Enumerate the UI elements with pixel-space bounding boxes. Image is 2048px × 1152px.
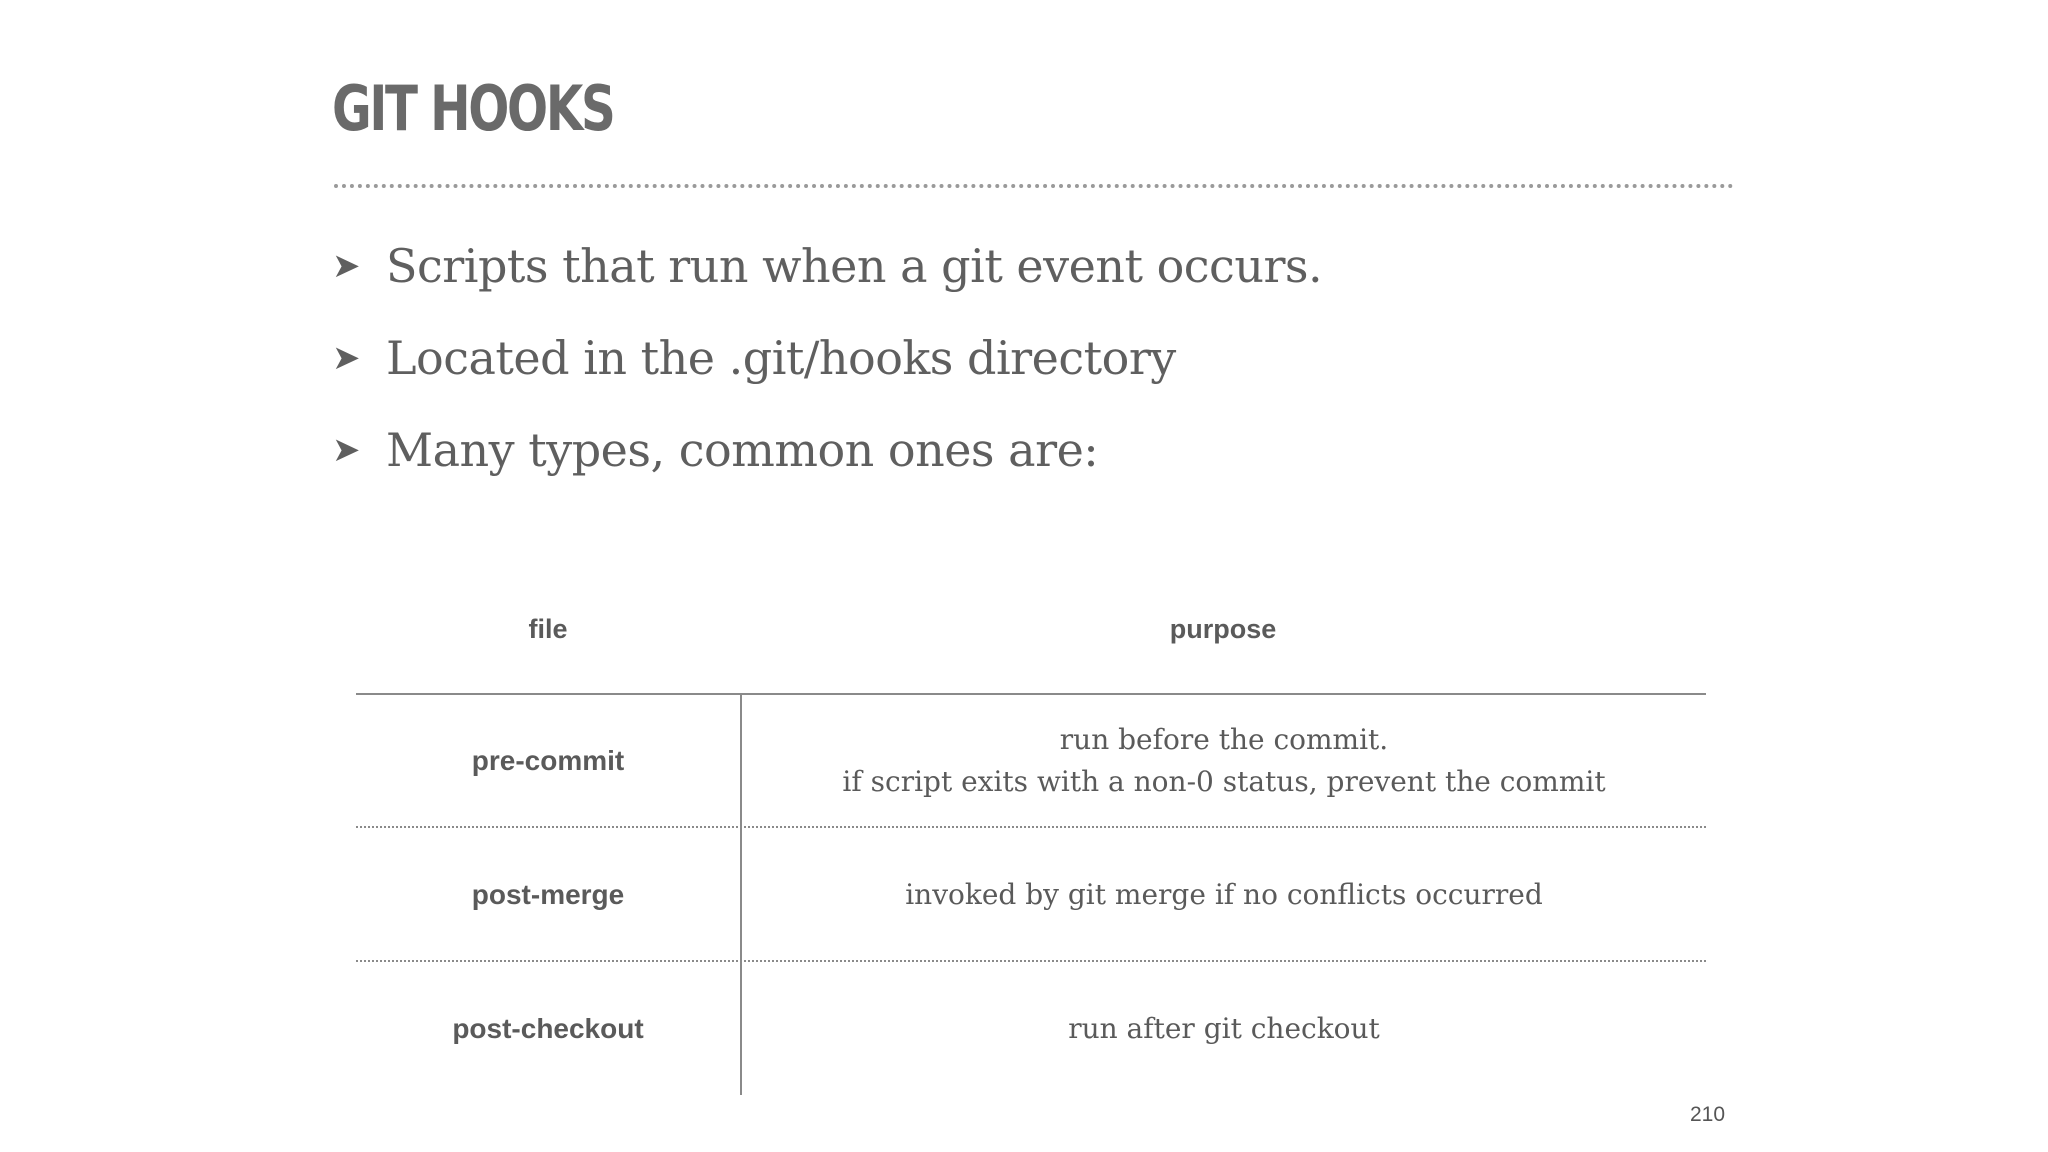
title-divider (334, 184, 1734, 188)
purpose-line: run before the commit. (1059, 723, 1389, 756)
hook-purpose-cell (742, 962, 1706, 1096)
column-header-file: file (528, 614, 568, 644)
hook-file-cell: pre-commit (471, 745, 625, 776)
bullet-text: Located in the .git/hooks directory (386, 331, 1176, 385)
column-header-purpose: purpose (1169, 614, 1277, 644)
bullet-text: Many types, common ones are: (386, 423, 1099, 477)
page-number: 210 (1690, 1103, 1726, 1126)
hook-purpose-cell (742, 694, 1706, 828)
hook-purpose-cell (742, 828, 1706, 962)
purpose-line: if script exits with a non-0 status, prevent the commit (842, 765, 1606, 798)
table-row (356, 828, 1706, 962)
bullet-item (332, 404, 1322, 496)
bullet-item (332, 312, 1322, 404)
arrow-bullet-icon: ➤ (332, 246, 361, 286)
bullet-item (332, 220, 1322, 312)
table-row (356, 962, 1706, 1096)
arrow-bullet-icon: ➤ (332, 430, 361, 470)
arrow-bullet-icon: ➤ (332, 338, 361, 378)
purpose-line: invoked by git merge if no conflicts occurred (905, 878, 1543, 911)
slide-title: GIT HOOKS (332, 72, 614, 145)
hook-file-cell: post-checkout (452, 1013, 644, 1044)
hook-file-cell: post-merge (471, 879, 625, 910)
bullet-list (332, 220, 1322, 496)
hooks-table (356, 580, 1706, 1095)
table-row (356, 694, 1706, 828)
purpose-line: run after git checkout (1068, 1012, 1380, 1045)
bullet-text: Scripts that run when a git event occurs. (386, 239, 1323, 293)
